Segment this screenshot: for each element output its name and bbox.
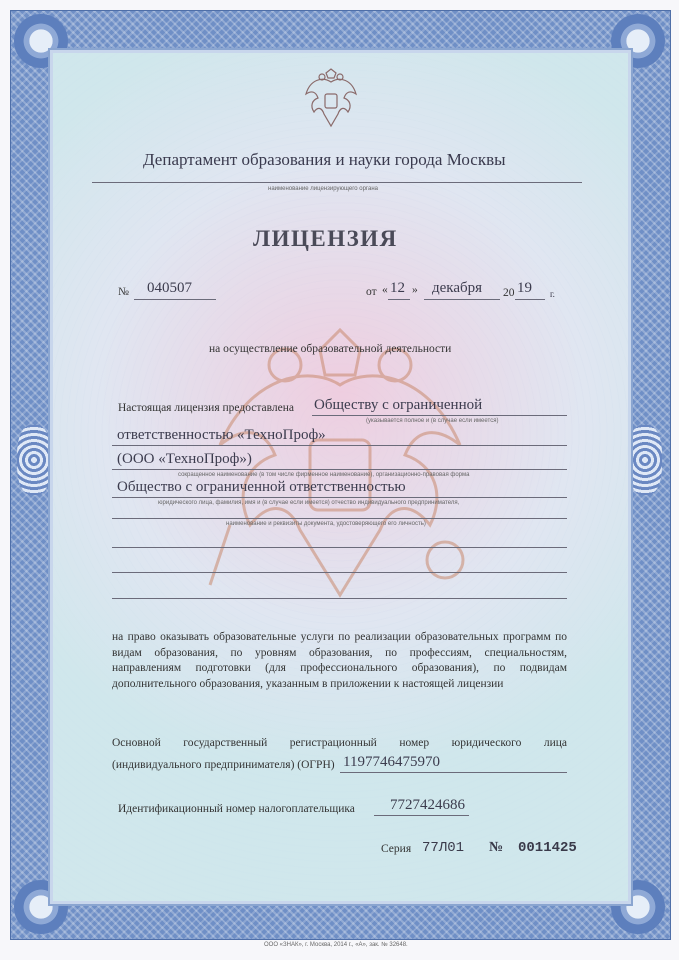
day-line (388, 299, 410, 300)
license-title: ЛИЦЕНЗИЯ (253, 226, 398, 251)
granted-label: Настоящая лицензия предоставлена (118, 402, 294, 414)
licensee-legal-form: Общество с ограниченной ответственностью (117, 479, 406, 495)
date-day: 12 (390, 280, 405, 296)
license-purpose: на осуществление образовательной деятельности (209, 343, 452, 355)
licensee-short-name: (ООО «ТехноПроф») (117, 451, 252, 467)
blank-line-4 (112, 598, 567, 599)
blank-line-3 (112, 572, 567, 573)
department-line (92, 182, 582, 183)
coat-of-arms-icon (300, 68, 362, 134)
caption-short-name: сокращенное наименование (в том числе фирменное наименование), организационно-правовая форма (178, 472, 470, 478)
licensee-line-4 (112, 497, 567, 498)
series-value: 77Л01 (422, 840, 465, 856)
month-line (424, 299, 500, 300)
licensee-name-line2: ответственностью «ТехноПроф» (117, 427, 326, 443)
date-month: декабря (432, 280, 483, 296)
department-caption: наименование лицензирующего органа (268, 186, 378, 192)
date-year-prefix: 20 (503, 287, 515, 299)
date-close-quote: » (412, 284, 418, 296)
blank-line-2 (112, 547, 567, 548)
date-year: 19 (517, 280, 532, 296)
date-year-abbr: г. (550, 289, 555, 299)
blank-line-1 (112, 518, 567, 519)
caption-person: юридического лица, фамилия, имя и (в случае если имеется) отчество индивидуального предпринимателя, (158, 500, 460, 506)
number-line (134, 299, 216, 300)
printer-imprint: ООО «ЗНАК», г. Москва, 2014 г., «А», зак. № 32648. (264, 942, 408, 948)
year-line (515, 299, 545, 300)
caption-full-name: (указывается полное и (в случае если имеется) (366, 418, 499, 424)
licensee-line-1 (312, 415, 567, 416)
ogrn-label: (индивидуального предпринимателя) (ОГРН) (112, 759, 335, 771)
form-number-label: № (489, 840, 504, 855)
inn-line (374, 815, 469, 816)
date-open-quote: « (382, 284, 388, 296)
ogrn-value: 1197746475970 (343, 754, 440, 770)
form-number: 0011425 (518, 840, 577, 856)
licensee-line-2 (112, 445, 567, 446)
rights-paragraph: на право оказывать образовательные услуги по реализации образовательных программ по видам образования, по уровням образования, по профессиям, специальностям, направлениям подготовки (для профессионального образования), по подвидам дополнительного образования, указанным в приложении к настоящей лицензии (112, 631, 567, 690)
caption-document: наименование и реквизиты документа, удостоверяющего его личность) (226, 521, 426, 527)
ogrn-line (340, 772, 567, 773)
side-ornament-left (17, 425, 51, 495)
inn-label: Идентификационный номер налогоплательщика (118, 803, 355, 815)
inn-value: 7727424686 (390, 797, 465, 813)
ogrn-line1: Основной государственный регистрационный номер юридического лица (112, 737, 567, 749)
series-label: Серия (381, 843, 412, 855)
number-label: № (118, 286, 129, 298)
department-name: Департамент образования и науки города Москвы (143, 150, 506, 169)
license-number: 040507 (147, 280, 192, 296)
licensee-name-line1: Обществу с ограниченной (314, 397, 483, 413)
side-ornament-right (628, 425, 662, 495)
licensee-line-3 (112, 469, 567, 470)
date-from-label: от (366, 286, 377, 298)
